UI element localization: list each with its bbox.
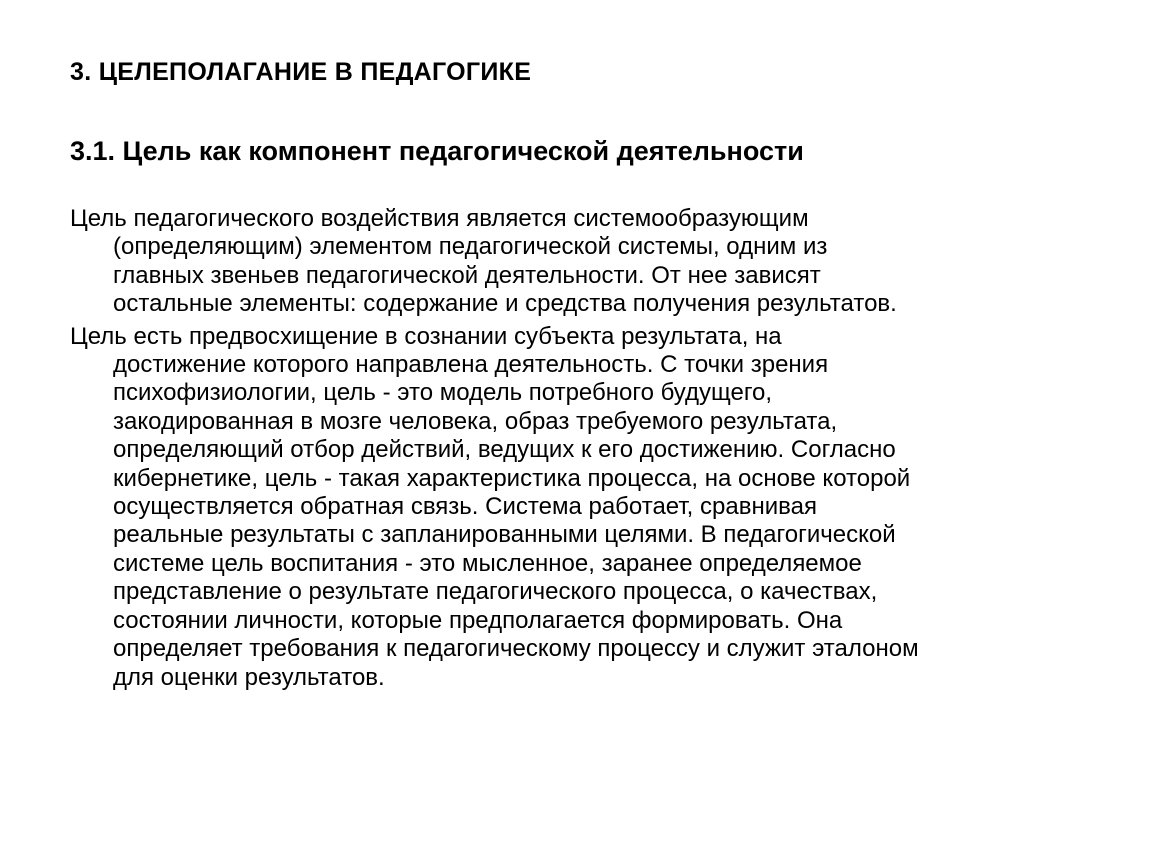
paragraph-line: представление о результате педагогического процесса, о качествах, bbox=[113, 578, 878, 606]
paragraph-line: остальные элементы: содержание и средства получения результатов. bbox=[113, 290, 897, 318]
subsection-title: 3.1. Цель как компонент педагогической деятельности bbox=[70, 136, 804, 166]
paragraph-line: главных звеньев педагогической деятельности. От нее зависят bbox=[113, 261, 821, 289]
paragraph-line: кибернетике, цель - такая характеристика процесса, на основе которой bbox=[113, 464, 911, 492]
section-title: 3. ЦЕЛЕПОЛАГАНИЕ В ПЕДАГОГИКЕ bbox=[70, 58, 532, 86]
paragraph-goal-definition bbox=[70, 323, 1120, 692]
paragraph-line: определяющий отбор действий, ведущих к его достижению. Согласно bbox=[113, 436, 896, 464]
paragraph-line: для оценки результатов. bbox=[113, 663, 385, 691]
paragraph-line: определяет требования к педагогическому процессу и служит эталоном bbox=[113, 635, 919, 663]
paragraph-line: (определяющим) элементом педагогической системы, одним из bbox=[113, 233, 828, 261]
paragraph-line: Цель есть предвосхищение в сознании субъекта результата, на bbox=[70, 322, 782, 350]
paragraph-line: реальные результаты с запланированными целями. В педагогической bbox=[113, 521, 896, 549]
paragraph-system-forming-goal bbox=[70, 205, 1120, 319]
paragraph-line: Цель педагогического воздействия является системообразующим bbox=[70, 205, 809, 232]
paragraph-line: состоянии личности, которые предполагается формировать. Она bbox=[113, 606, 843, 634]
paragraph-line: психофизиологии, цель - это модель потребного будущего, bbox=[113, 379, 773, 407]
body-text bbox=[70, 205, 1120, 696]
paragraph-line: достижение которого направлена деятельность. С точки зрения bbox=[113, 351, 829, 379]
paragraph-line: осуществляется обратная связь. Система работает, сравнивая bbox=[113, 493, 817, 521]
paragraph-line: системе цель воспитания - это мысленное, заранее определяемое bbox=[113, 549, 862, 577]
paragraph-line: закодированная в мозге человека, образ требуемого результата, bbox=[113, 407, 838, 435]
